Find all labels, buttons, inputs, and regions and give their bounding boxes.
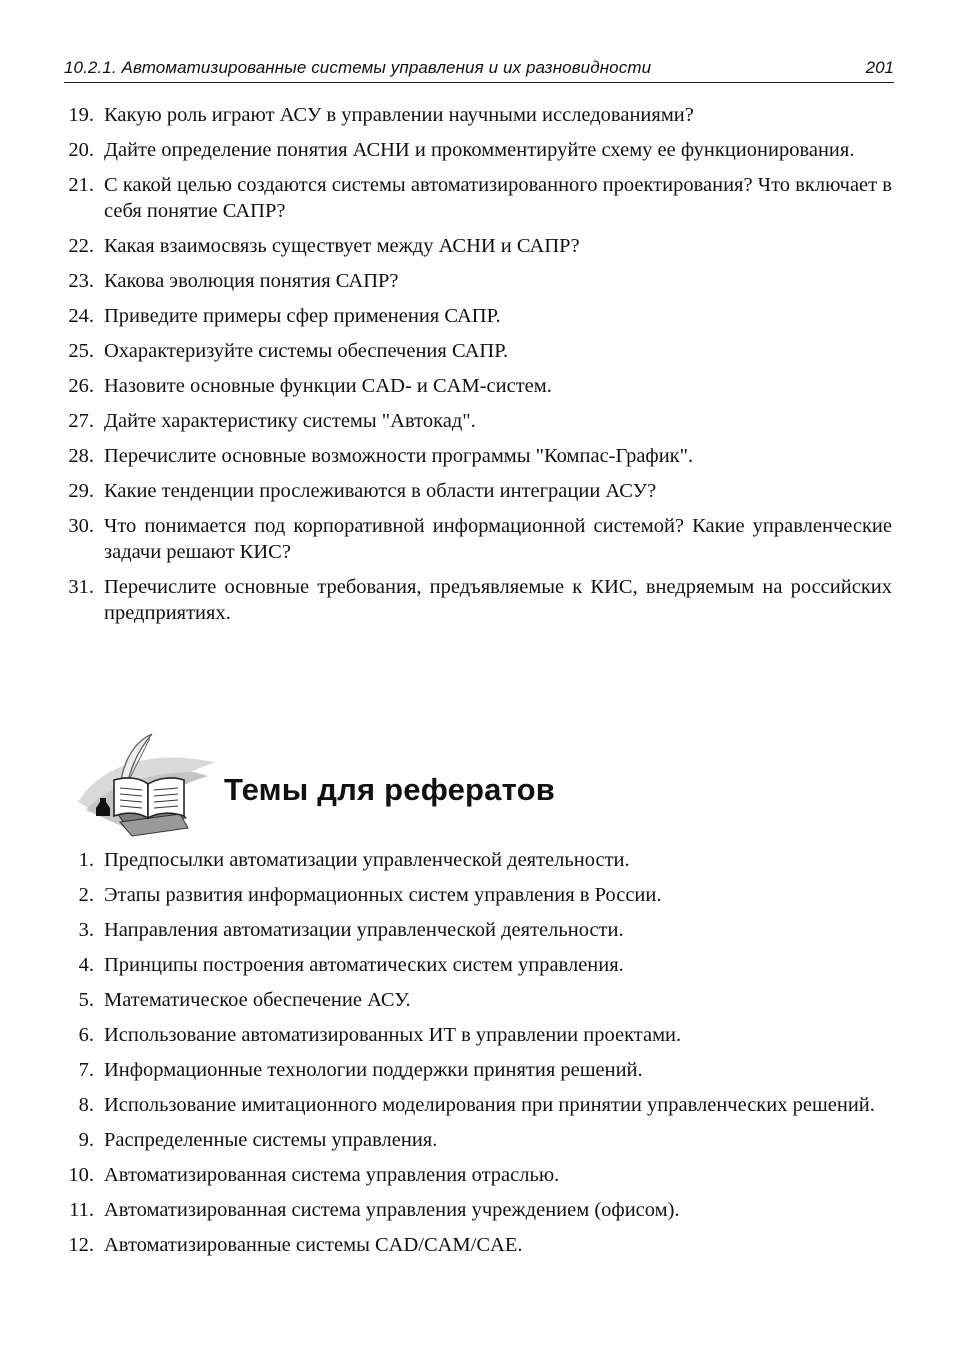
item-text: Автоматизированные системы CAD/CAM/CAE. [104, 1234, 523, 1256]
list-item [0, 987, 892, 1013]
item-number: 4. [78, 954, 94, 976]
item-text: Перечислите основные требования, предъявляемые к КИС, внедряемым на российских предприятиях. [104, 576, 892, 624]
item-number: 3. [78, 919, 94, 941]
list-item [0, 1197, 892, 1223]
section-heading [76, 732, 896, 840]
list-item [0, 443, 892, 469]
item-text: Перечислите основные возможности программы "Компас-График". [104, 445, 694, 467]
list-item [0, 137, 892, 163]
item-number: 27. [68, 410, 94, 432]
item-number: 12. [68, 1234, 94, 1256]
list-item [0, 847, 892, 873]
item-number: 23. [68, 270, 94, 292]
list-item [0, 952, 892, 978]
item-text: Этапы развития информационных систем управления в России. [104, 884, 662, 906]
list-item [0, 102, 892, 128]
item-number: 1. [78, 849, 94, 871]
item-number: 5. [78, 989, 94, 1011]
item-text: Информационные технологии поддержки принятия решений. [104, 1059, 643, 1081]
item-number: 19. [68, 104, 94, 126]
item-text: Автоматизированная система управления отраслью. [104, 1164, 560, 1186]
item-number: 2. [78, 884, 94, 906]
item-text: Принципы построения автоматических систем управления. [104, 954, 624, 976]
item-number: 20. [68, 139, 94, 161]
item-number: 30. [68, 515, 94, 537]
item-number: 22. [68, 235, 94, 257]
item-text: Автоматизированная система управления учреждением (офисом). [104, 1199, 680, 1221]
page-number: 201 [865, 58, 894, 77]
list-item [0, 513, 892, 565]
list-item [0, 1022, 892, 1048]
item-text: Приведите примеры сфер применения САПР. [104, 305, 501, 327]
item-text: Дайте определение понятия АСНИ и прокомментируйте схему ее функционирования. [104, 139, 855, 161]
item-text: Охарактеризуйте системы обеспечения САПР. [104, 340, 509, 362]
item-number: 28. [68, 445, 94, 467]
list-item [0, 917, 892, 943]
item-text: Использование имитационного моделирования при принятии управленческих решений. [104, 1094, 875, 1116]
item-number: 11. [69, 1199, 94, 1221]
item-text: Назовите основные функции CAD- и CAM-систем. [104, 375, 552, 397]
list-item [0, 268, 892, 294]
item-text: Предпосылки автоматизации управленческой деятельности. [104, 849, 630, 871]
item-text: Использование автоматизированных ИТ в управлении проектами. [104, 1024, 682, 1046]
list-item [0, 338, 892, 364]
essay-topics-list [0, 847, 956, 1267]
list-item [0, 1232, 892, 1258]
section-title: Темы для рефератов [224, 772, 555, 807]
item-text: Распределенные системы управления. [104, 1129, 438, 1151]
list-item [0, 1092, 892, 1118]
list-item [0, 172, 892, 224]
running-title: 10.2.1. Автоматизированные системы управления и их разновидности [64, 58, 652, 77]
item-number: 6. [78, 1024, 94, 1046]
item-text: Дайте характеристику системы "Автокад". [104, 410, 476, 432]
list-item [0, 373, 892, 399]
item-text: Какая взаимосвязь существует между АСНИ и САПР? [104, 235, 580, 257]
item-number: 7. [78, 1059, 94, 1081]
item-text: С какой целью создаются системы автоматизированного проектирования? Что включает в себя понятие САПР? [104, 174, 892, 222]
list-item [0, 882, 892, 908]
item-number: 24. [68, 305, 94, 327]
item-number: 26. [68, 375, 94, 397]
review-questions-list [0, 102, 956, 635]
item-text: Направления автоматизации управленческой деятельности. [104, 919, 624, 941]
list-item [0, 1162, 892, 1188]
item-number: 31. [68, 576, 94, 598]
item-number: 25. [68, 340, 94, 362]
item-number: 10. [68, 1164, 94, 1186]
list-item [0, 233, 892, 259]
list-item [0, 408, 892, 434]
item-number: 8. [78, 1094, 94, 1116]
item-number: 21. [68, 174, 94, 196]
item-number: 29. [68, 480, 94, 502]
item-text: Что понимается под корпоративной информационной системой? Какие управленческие задачи решают КИС? [104, 515, 892, 563]
running-header [64, 56, 894, 83]
list-item [0, 574, 892, 626]
item-number: 9. [78, 1129, 94, 1151]
item-text: Какие тенденции прослеживаются в области интеграции АСУ? [104, 480, 657, 502]
list-item [0, 1057, 892, 1083]
item-text: Математическое обеспечение АСУ. [104, 989, 411, 1011]
item-text: Какова эволюция понятия САПР? [104, 270, 399, 292]
list-item [0, 478, 892, 504]
item-text: Какую роль играют АСУ в управлении научными исследованиями? [104, 104, 694, 126]
list-item [0, 303, 892, 329]
book-with-quill-icon [76, 732, 216, 838]
list-item [0, 1127, 892, 1153]
